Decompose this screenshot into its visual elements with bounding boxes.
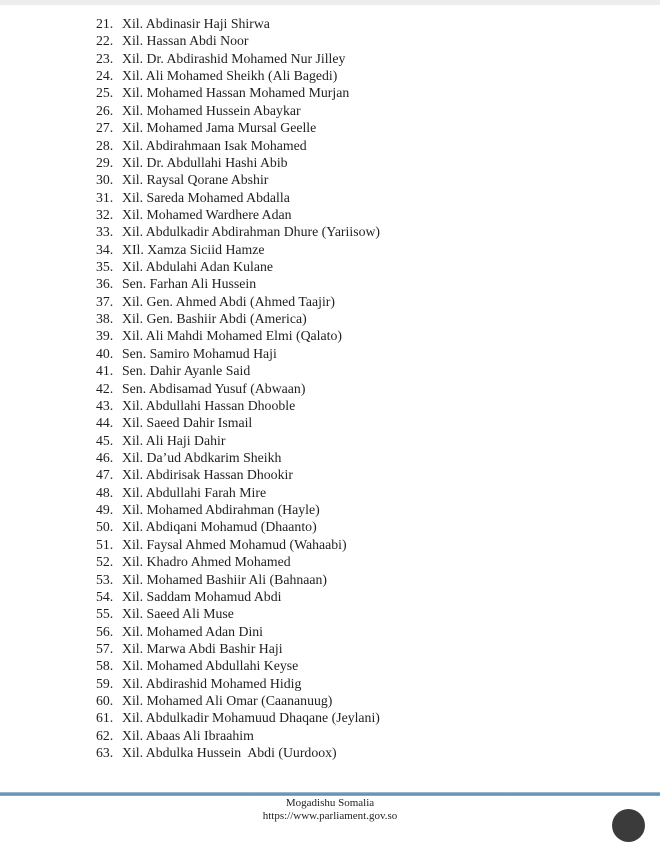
list-item-number: 33. [96, 224, 114, 240]
list-item [96, 536, 380, 553]
list-item-number: 60. [96, 693, 114, 709]
member-list [96, 15, 380, 761]
list-item [96, 553, 380, 570]
list-item-number: 62. [96, 727, 114, 743]
top-band [0, 0, 660, 5]
list-item-text: Xil. Hassan Abdi Noor [122, 33, 249, 49]
list-item-number: 53. [96, 571, 114, 587]
list-item [96, 744, 380, 761]
list-item-text: Xil. Abdullahi Hassan Dhooble [122, 397, 296, 413]
list-item-text: Sen. Samiro Mohamud Haji [122, 345, 277, 361]
list-item [96, 50, 380, 67]
list-item [96, 32, 380, 49]
list-item-number: 63. [96, 745, 114, 761]
list-item [96, 189, 380, 206]
list-item-number: 36. [96, 276, 114, 292]
list-item [96, 623, 380, 640]
list-item [96, 345, 380, 362]
list-item-text: Xil. Mohamed Wardhere Adan [122, 206, 292, 222]
list-item-number: 57. [96, 640, 114, 656]
list-item-number: 45. [96, 432, 114, 448]
list-item-text: Xil. Abdirahmaan Isak Mohamed [122, 137, 307, 153]
list-item-number: 40. [96, 345, 114, 361]
list-item-number: 31. [96, 189, 114, 205]
footer-url: https://www.parliament.gov.so [262, 810, 398, 822]
list-item-number: 35. [96, 259, 114, 275]
list-item [96, 675, 380, 692]
list-item-text: Xil. Mohamed Abdullahi Keyse [122, 658, 299, 674]
list-item [96, 484, 380, 501]
list-item-text: Xil. Saeed Ali Muse [122, 606, 234, 622]
list-item-text: Xil. Abdulka Hussein Abdi (Uurdoox) [122, 745, 337, 761]
list-item-text: Sen. Dahir Ayanle Said [122, 363, 251, 379]
list-item-text: Xil. Sareda Mohamed Abdalla [122, 189, 290, 205]
footer-divider [0, 792, 660, 796]
list-item-number: 30. [96, 172, 114, 188]
list-item-text: Xil. Gen. Ahmed Abdi (Ahmed Taajir) [122, 293, 335, 309]
list-item-text: Xil. Abdirashid Mohamed Hidig [122, 675, 302, 691]
list-item-number: 27. [96, 120, 114, 136]
list-item-number: 23. [96, 50, 114, 66]
list-item-number: 50. [96, 519, 114, 535]
list-item-number: 52. [96, 554, 114, 570]
list-item-text: Xil. Abdulkadir Abdirahman Dhure (Yariisow) [122, 224, 381, 240]
list-item [96, 241, 380, 258]
list-item-text: Xil. Mohamed Adan Dini [122, 623, 264, 639]
list-item [96, 518, 380, 535]
list-item-text: Xil. Abaas Ali Ibraahim [122, 727, 254, 743]
list-item-number: 49. [96, 502, 114, 518]
list-item [96, 709, 380, 726]
list-item-number: 29. [96, 154, 114, 170]
list-item-number: 39. [96, 328, 114, 344]
list-item [96, 432, 380, 449]
list-item-text: Xil. Ali Mahdi Mohamed Elmi (Qalato) [122, 328, 342, 344]
list-item-text: Xil. Mohamed Hassan Mohamed Murjan [122, 85, 350, 101]
list-item [96, 310, 380, 327]
list-item-text: Xil. Abdullahi Farah Mire [122, 484, 267, 500]
list-item-text: Xil. Abdirisak Hassan Dhookir [122, 467, 293, 483]
list-item-text: Xil. Dr. Abdullahi Hashi Abib [122, 154, 288, 170]
list-item-text: Xil. Mohamed Ali Omar (Caananuug) [122, 693, 333, 709]
list-item-text: Xil. Mohamed Bashiir Ali (Bahnaan) [122, 571, 327, 587]
list-item [96, 449, 380, 466]
list-item-text: Xil. Gen. Bashiir Abdi (America) [122, 311, 307, 327]
list-item [96, 605, 380, 622]
document-footer [0, 797, 660, 823]
list-item-text: Xil. Mohamed Jama Mursal Geelle [122, 120, 317, 136]
list-item-number: 48. [96, 484, 114, 500]
list-item-number: 59. [96, 675, 114, 691]
list-item-text: Xil. Mohamed Abdirahman (Hayle) [122, 502, 320, 518]
list-item-text: Xil. Marwa Abdi Bashir Haji [122, 640, 283, 656]
list-item-text: Xil. Khadro Ahmed Mohamed [122, 554, 291, 570]
list-item-number: 56. [96, 623, 114, 639]
list-item-number: 42. [96, 380, 114, 396]
list-item-text: Xil. Saddam Mohamud Abdi [122, 588, 282, 604]
list-item-number: 44. [96, 415, 114, 431]
list-item [96, 137, 380, 154]
list-item-number: 24. [96, 68, 114, 84]
list-item-number: 54. [96, 588, 114, 604]
list-item-number: 58. [96, 658, 114, 674]
list-item-text: Xil. Abdiqani Mohamud (Dhaanto) [122, 519, 317, 535]
list-item-number: 28. [96, 137, 114, 153]
list-item-text: Xil. Faysal Ahmed Mohamud (Wahaabi) [122, 536, 347, 552]
list-item [96, 397, 380, 414]
list-item [96, 223, 380, 240]
list-item [96, 640, 380, 657]
list-item-text: Xil. Mohamed Hussein Abaykar [122, 102, 301, 118]
list-item-text: Sen. Farhan Ali Hussein [122, 276, 257, 292]
list-item-number: 32. [96, 206, 114, 222]
list-item [96, 275, 380, 292]
list-item [96, 258, 380, 275]
list-item [96, 362, 380, 379]
list-item [96, 466, 380, 483]
list-item-number: 43. [96, 397, 114, 413]
footer-location: Mogadishu Somalia [285, 797, 375, 809]
list-item-number: 22. [96, 33, 114, 49]
list-item-number: 26. [96, 102, 114, 118]
list-item [96, 588, 380, 605]
list-item-number: 55. [96, 606, 114, 622]
list-item-number: 61. [96, 710, 114, 726]
list-item [96, 727, 380, 744]
list-item [96, 657, 380, 674]
list-item [96, 15, 380, 32]
list-item-number: 34. [96, 241, 114, 257]
list-item-number: 46. [96, 449, 114, 465]
list-item-text: Xil. Saeed Dahir Ismail [122, 415, 253, 431]
list-item-text: XIl. Xamza Siciid Hamze [122, 241, 265, 257]
list-item-text: Sen. Abdisamad Yusuf (Abwaan) [122, 380, 306, 396]
list-item [96, 501, 380, 518]
list-item [96, 692, 380, 709]
list-item [96, 171, 380, 188]
list-item [96, 84, 380, 101]
list-item [96, 327, 380, 344]
list-item-text: Xil. Da’ud Abdkarim Sheikh [122, 449, 282, 465]
list-item-text: Xil. Raysal Qorane Abshir [122, 172, 269, 188]
list-item-number: 37. [96, 293, 114, 309]
list-item-number: 51. [96, 536, 114, 552]
list-item [96, 102, 380, 119]
list-item-number: 38. [96, 311, 114, 327]
list-item [96, 154, 380, 171]
list-item-number: 47. [96, 467, 114, 483]
list-item [96, 119, 380, 136]
list-item [96, 571, 380, 588]
list-item [96, 414, 380, 431]
list-item-text: Xil. Abdulahi Adan Kulane [122, 259, 273, 275]
list-item-number: 25. [96, 85, 114, 101]
list-item-text: Xil. Abdinasir Haji Shirwa [122, 16, 270, 31]
list-item [96, 293, 380, 310]
list-item-text: Xil. Ali Haji Dahir [122, 432, 226, 448]
list-item [96, 380, 380, 397]
list-item-number: 21. [96, 16, 114, 31]
list-item-text: Xil. Ali Mohamed Sheikh (Ali Bagedi) [122, 68, 338, 84]
list-item-number: 41. [96, 363, 114, 379]
list-item-text: Xil. Dr. Abdirashid Mohamed Nur Jilley [122, 50, 346, 66]
list-item [96, 67, 380, 84]
list-item-text: Xil. Abdulkadir Mohamuud Dhaqane (Jeylani) [122, 710, 380, 726]
list-item [96, 206, 380, 223]
